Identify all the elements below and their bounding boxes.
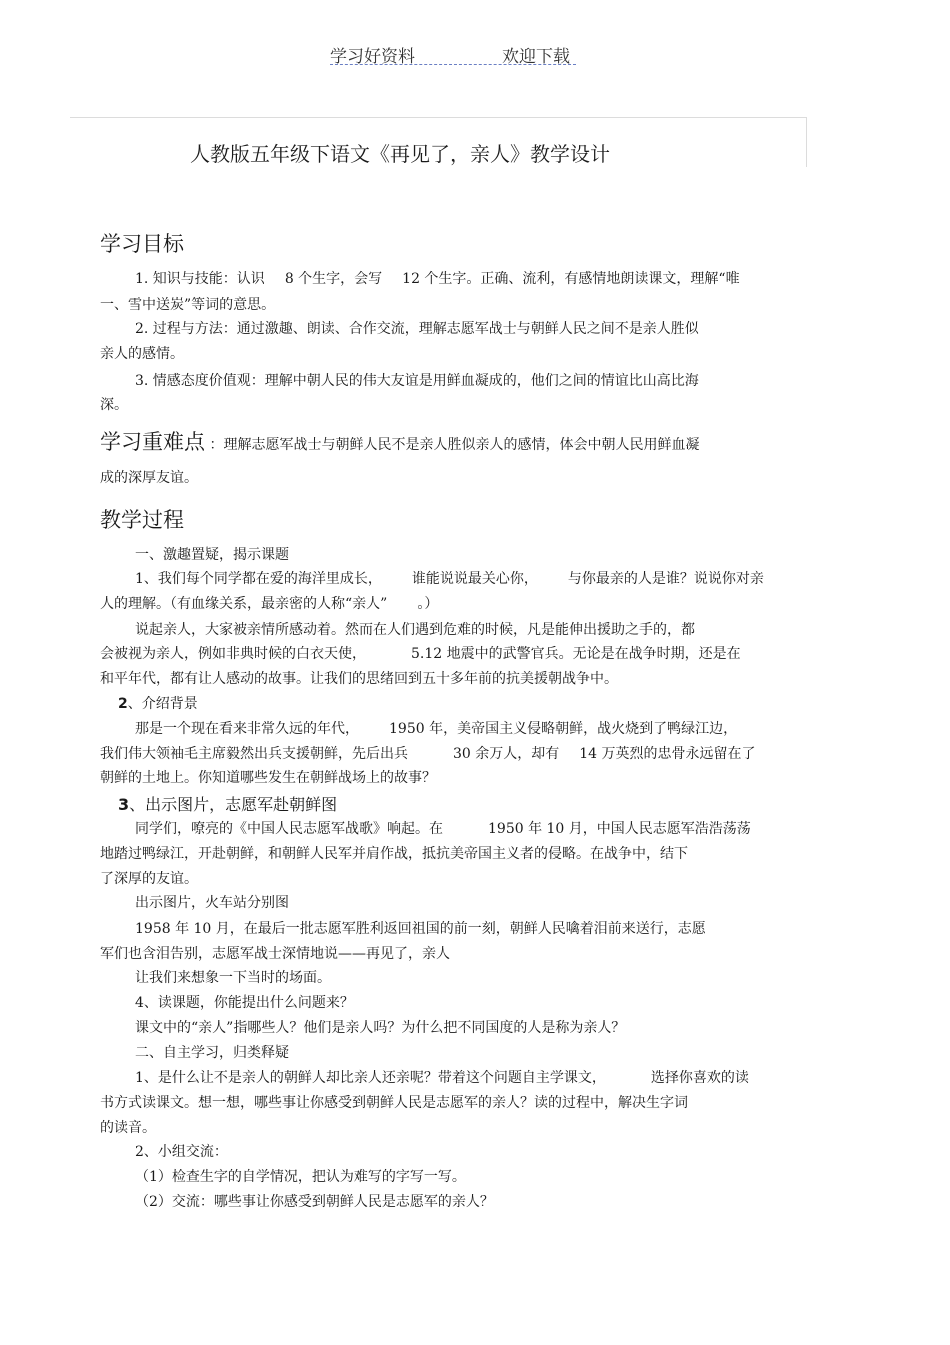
s1-para1-segment: 与你最亲的人是谁？说说你对亲 xyxy=(567,571,764,587)
s1-para2-segment: 会被视为亲人，例如非典时候的白衣天使， xyxy=(100,646,366,662)
header-left-text: 学习好资料 xyxy=(330,47,415,67)
objective-3-line-1: 3. 情感态度价值观：理解中朝人民的伟大友谊是用鲜血凝成的，他们之间的情谊比山高比海 xyxy=(135,373,699,389)
s3-para2: 出示图片，火车站分别图 xyxy=(135,895,289,911)
s5-para2: 2、小组交流： xyxy=(135,1144,228,1160)
s1-para2-line-3: 和平年代，都有让人感动的故事。让我们的思绪回到五十多年前的抗美援朝战争中。 xyxy=(100,671,618,687)
s2-para-line-3: 朝鲜的土地上。你知道哪些发生在朝鲜战场上的故事？ xyxy=(100,770,436,786)
s4-para: 课文中的“亲人”指哪些人？他们是亲人吗？为什么把不同国度的人是称为亲人？ xyxy=(135,1020,626,1036)
s2-para-segment: 30 余万人，却有 xyxy=(453,746,560,762)
s1-para2-line-1: 说起亲人，大家被亲情所感动着。然而在人们遇到危难的时候，凡是能伸出援助之手的，都 xyxy=(135,622,695,638)
s2-para-line-1 xyxy=(135,720,737,738)
s3-para3-line-1: 1958 年 10 月，在最后一批志愿军胜利返回祖国的前一刻，朝鲜人民噙着泪前来送行，志愿 xyxy=(135,921,706,937)
header-right-text: 欢迎下载 xyxy=(502,47,570,67)
objectives-heading: 学习目标 xyxy=(100,232,184,256)
section-2-number: 2 xyxy=(118,696,128,712)
process-heading: 教学过程 xyxy=(100,508,184,532)
s3-para3-line-2: 军们也含泪告别，志愿军战士深情地说——再见了，亲人 xyxy=(100,946,450,962)
difficulty-line-1 xyxy=(100,430,699,457)
section-3-number: 3 xyxy=(118,795,130,814)
s1-para1-line-2 xyxy=(100,595,438,613)
objective-3-line-2: 深。 xyxy=(100,397,128,413)
s2-para-segment: 1950 年，美帝国主义侵略朝鲜，战火烧到了鸭绿江边， xyxy=(389,721,738,737)
header-dashed-underline xyxy=(330,64,576,65)
objective-1-segment: 12 个生字。正确、流利，有感情地朗读课文，理解“唯 xyxy=(402,271,740,287)
s5-para1-segment: 1、是什么让不是亲人的朝鲜人却比亲人还亲呢？带着这个问题自主学课文， xyxy=(135,1070,606,1086)
s1-para1-segment: 。） xyxy=(417,596,439,612)
title-frame-right-border xyxy=(806,117,807,167)
difficulty-line-2: 成的深厚友谊。 xyxy=(100,470,198,486)
section-2-title-text: 、介绍背景 xyxy=(127,696,198,712)
s1-para1-segment: 谁能说说最关心你， xyxy=(411,571,538,587)
objective-1-line-2: 一、雪中送炭”等词的意思。 xyxy=(100,297,276,313)
document-title: 人教版五年级下语文《再见了，亲人》教学设计 xyxy=(190,142,610,166)
section-5-title: 二、自主学习，归类释疑 xyxy=(135,1045,289,1061)
s1-para1-line-1 xyxy=(135,570,764,588)
s3-para4: 让我们来想象一下当时的场面。 xyxy=(135,970,331,986)
section-2-title xyxy=(118,695,198,713)
s1-para1-segment: 1、我们每个同学都在爱的海洋里成长， xyxy=(135,571,382,587)
section-3-title-text: 、出示图片，志愿军赴朝鲜图 xyxy=(129,795,338,814)
s3-para1-line-3: 了深厚的友谊。 xyxy=(100,871,198,887)
difficulty-text: ：理解志愿军战士与朝鲜人民不是亲人胜似亲人的感情，体会中朝人民用鲜血凝 xyxy=(209,437,700,453)
title-frame-top-border xyxy=(70,117,806,118)
s1-para1-segment: 人的理解。（有血缘关系，最亲密的人称“亲人” xyxy=(100,596,388,612)
objective-1-line-1 xyxy=(135,270,740,288)
s1-para2-segment: 5.12 地震中的武警官兵。无论是在战争时期，还是在 xyxy=(411,646,741,662)
s3-para1-line-2: 地踏过鸭绿江，开赴朝鲜，和朝鲜人民军并肩作战，抵抗美帝国主义者的侵略。在战争中，结下 xyxy=(100,846,688,862)
s5-para3: （1）检查生字的自学情况，把认为难写的字写一写。 xyxy=(135,1169,466,1185)
s5-para1-line-3: 的读音。 xyxy=(100,1120,156,1136)
s1-para2-line-2 xyxy=(100,645,741,663)
s5-para4: （2）交流：哪些事让你感受到朝鲜人民是志愿军的亲人？ xyxy=(135,1194,494,1210)
objective-1-segment: 8 个生字，会写 xyxy=(284,271,383,287)
objective-1-segment: 1. 知识与技能：认识 xyxy=(135,271,265,287)
s3-para1-segment: 1950 年 10 月，中国人民志愿军浩浩荡荡 xyxy=(488,821,751,837)
s2-para-line-2 xyxy=(100,745,756,763)
s5-para1-segment: 选择你喜欢的读 xyxy=(650,1070,749,1086)
s5-para1-line-1 xyxy=(135,1069,749,1087)
objective-2-line-1: 2. 过程与方法：通过激趣、朗读、合作交流，理解志愿军战士与朝鲜人民之间不是亲人胜似 xyxy=(135,321,699,337)
objective-2-line-2: 亲人的感情。 xyxy=(100,346,184,362)
s2-para-segment: 我们伟大领袖毛主席毅然出兵支援朝鲜，先后出兵 xyxy=(100,746,408,762)
section-4-title: 4、读课题，你能提出什么问题来？ xyxy=(135,995,354,1011)
section-1-title: 一、激趣置疑，揭示课题 xyxy=(135,547,289,563)
s3-para1-line-1 xyxy=(135,820,751,838)
section-3-title xyxy=(118,794,337,816)
s5-para1-line-2: 书方式读课文。想一想，哪些事让你感受到朝鲜人民是志愿军的亲人？读的过程中，解决生字词 xyxy=(100,1095,688,1111)
s2-para-segment: 14 万英烈的忠骨永远留在了 xyxy=(579,746,756,762)
difficulty-heading: 学习重难点 xyxy=(100,430,205,454)
s2-para-segment: 那是一个现在看来非常久远的年代， xyxy=(135,721,359,737)
s3-para1-segment: 同学们，嘹亮的《中国人民志愿军战歌》响起。在 xyxy=(135,821,443,837)
